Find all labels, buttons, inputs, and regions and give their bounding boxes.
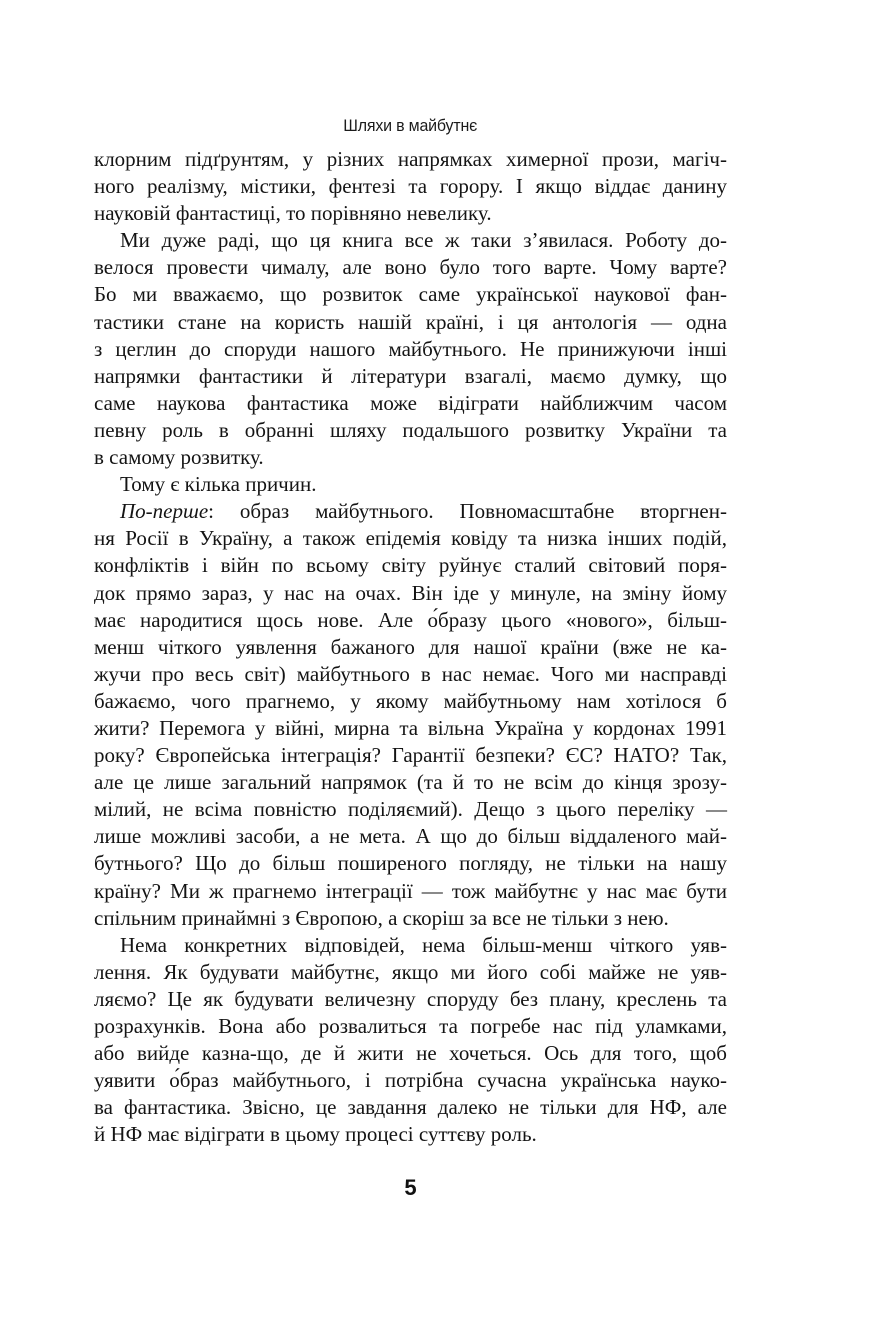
text-line: розрахунків. Вона або розвалиться та погребе нас під уламками, <box>94 1014 727 1038</box>
running-header <box>94 115 727 137</box>
text-line: ня Росії в Україну, а також епідемія ковіду та низка інших подій, <box>94 526 727 551</box>
running-header-text: Шляхи в майбутнє <box>343 116 478 135</box>
text-line: напрямки фантастики й літератури взагалі, маємо думку, що <box>94 363 727 388</box>
text-line: бажаємо, чого прагнемо, у якому майбутньому нам хотілося б <box>94 688 727 713</box>
text-line: певну роль в обранні шляху подальшого розвитку України та <box>94 417 727 442</box>
text-line: Нема конкретних відповідей, нема більш-менш чіткого уяв- <box>120 932 727 957</box>
text-line: клорним підґрунтям, у різних напрямках химерної прози, магіч- <box>94 147 727 171</box>
text-line: ного реалізму, містики, фентезі та горору. І якщо віддає данину <box>94 174 727 199</box>
text-line: ва фантастика. Звісно, це завдання далеко не тільки для НФ, але <box>94 1095 727 1120</box>
text-line: жучи про весь світ) майбутнього в нас немає. Чого ми насправді <box>94 661 727 686</box>
text-line: має народитися щось нове. Але о́бразу цього «нового», більш- <box>94 607 727 632</box>
text-line: жити? Перемога у війні, мирна та вільна Україна у кордонах 1991 <box>94 715 727 740</box>
text-line: мілий, не всіма повністю поділяємий). Дещо з цього переліку — <box>94 797 727 822</box>
paragraph <box>94 471 727 498</box>
paragraph <box>94 498 727 932</box>
text-line: саме наукова фантастика може відіграти найближчим часом <box>94 390 727 415</box>
paragraph <box>94 932 727 1149</box>
text-line: але це лише загальний напрямок (та й то не всім до кінця зрозу- <box>94 770 727 795</box>
text-line: тастики стане на користь нашій країні, і ця антологія — одна <box>94 309 727 334</box>
text-line: велося провести чималу, але воно було того варте. Чому варте? <box>94 255 727 280</box>
text-line: країну? Ми ж прагнемо інтеграції — тож майбутнє у нас має бути <box>94 878 727 903</box>
paragraph <box>94 227 727 471</box>
text-line: уявити о́браз майбутнього, і потрібна сучасна українська науко- <box>94 1068 727 1093</box>
text-line: науковій фантастиці, то порівняно невелику. <box>94 201 492 226</box>
text-line: По-перше: образ майбутнього. Повномасштабне вторгнен- <box>120 499 727 524</box>
text-line: спільним принаймні з Європою, а скоріш за все не тільки з нею. <box>94 905 669 930</box>
paragraph <box>94 146 727 227</box>
text-line: ляємо? Це як будувати величезну споруду без плану, креслень та <box>94 986 727 1011</box>
text-line: Бо ми вважаємо, що розвиток саме української наукової фан- <box>94 282 727 307</box>
italic-lead: По-перше <box>120 499 209 524</box>
text-line: конфліктів і війн по всьому світу руйнує сталий світовий поря- <box>94 553 727 578</box>
body-text <box>94 146 727 1148</box>
text-line: або вийде казна-що, де й жити не хочеться. Ось для того, щоб <box>94 1041 727 1066</box>
text-line: з цеглин до споруди нашого майбутнього. Не принижуючи інші <box>94 336 727 361</box>
text-line: в самому розвитку. <box>94 445 264 470</box>
text-line: Ми дуже раді, що ця книга все ж таки з’явилася. Роботу до- <box>120 228 727 253</box>
text-line: Тому є кілька причин. <box>120 472 317 497</box>
page-number: 5 <box>404 1175 417 1200</box>
text-line: лення. Як будувати майбутнє, якщо ми його собі майже не уяв- <box>94 959 727 984</box>
text-line: року? Європейська інтеграція? Гарантії безпеки? ЄС? НАТО? Так, <box>94 743 727 768</box>
text-line: лише можливі засоби, а не мета. А що до більш віддаленого май- <box>94 824 727 849</box>
text-line: док прямо зараз, у нас на очах. Він іде у минуле, на зміну йому <box>94 580 727 605</box>
text-line: менш чіткого уявлення бажаного для нашої країни (вже не ка- <box>94 634 727 659</box>
text-line: бутнього? Що до більш поширеного погляду, не тільки на нашу <box>94 851 727 876</box>
text-line: й НФ має відіграти в цьому процесі суттєву роль. <box>94 1122 537 1147</box>
